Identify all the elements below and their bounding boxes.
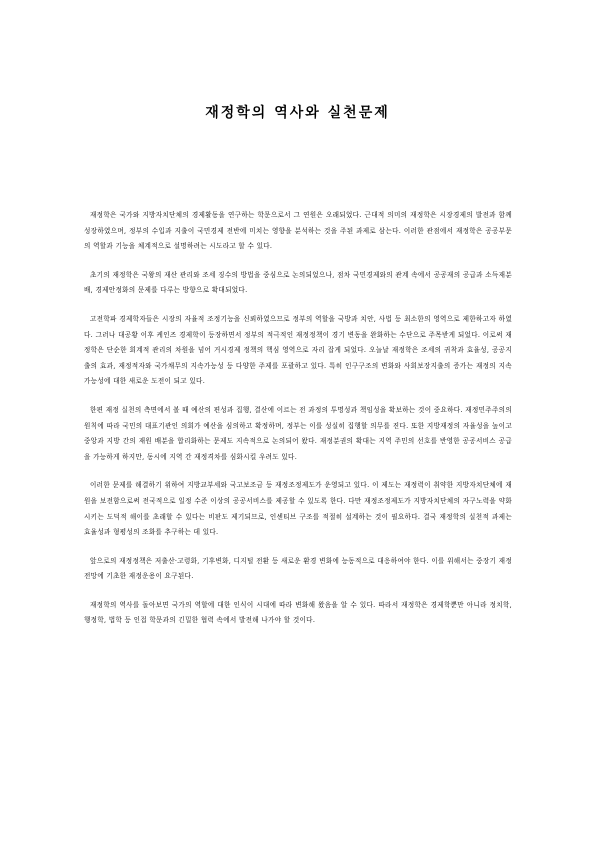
paragraph: 재정학의 역사를 돌아보면 국가의 역할에 대한 인식이 시대에 따라 변화해 왔음을 알 수 있다. 따라서 재정학은 경제학뿐만 아니라 정치학, 행정학, 법학 등 인접 학문과의 긴밀한 협력 속에서 발전해 나가야 할 것이다. bbox=[84, 600, 512, 625]
paragraph: 초기의 재정학은 국왕의 재산 관리와 조세 징수의 방법을 중심으로 논의되었으나, 점차 국민경제와의 관계 속에서 공공재의 공급과 소득재분배, 경제안정화의 문제를 다루는 방향으로 확대되었다. bbox=[84, 270, 512, 295]
paragraph: 앞으로의 재정정책은 저출산·고령화, 기후변화, 디지털 전환 등 새로운 환경 변화에 능동적으로 대응하여야 한다. 이를 위해서는 중장기 재정전망에 기초한 재정운용이 요구된다. bbox=[84, 556, 512, 581]
paragraph: 재정학은 국가와 지방자치단체의 경제활동을 연구하는 학문으로서 그 연원은 오래되었다. 근대적 의미의 재정학은 시장경제의 발전과 함께 성장하였으며, 정부의 수입과 지출이 국민경제 전반에 미치는 영향을 분석하는 것을 주된 과제로 삼는다. 이러한 관점에서 재정학은 공공부문의 역할과 기능을 체계적으로 설명하려는 시도라고 할 수 있다. bbox=[84, 211, 512, 251]
document-title: 재정학의 역사와 실천문제 bbox=[205, 105, 390, 121]
paragraph: 이러한 문제를 해결하기 위하여 지방교부세와 국고보조금 등 재정조정제도가 운영되고 있다. 이 제도는 재정력이 취약한 지방자치단체에 재원을 보전함으로써 전국적으로 일정 수준 이상의 공공서비스를 제공할 수 있도록 한다. 다만 재정조정제도가 지방자치단체의 자구노력을 약화시키는 도덕적 해이를 초래할 수 있다는 비판도 제기되므로, 인센티브 구조를 적절히 설계하는 것이 필요하다. 결국 재정학의 실천적 과제는 효율성과 형평성의 조화를 추구하는 데 있다. bbox=[84, 481, 512, 537]
document-body bbox=[84, 208, 512, 642]
paragraph: 한편 재정 실천의 측면에서 볼 때 예산의 편성과 집행, 결산에 이르는 전 과정의 투명성과 책임성을 확보하는 것이 중요하다. 재정민주주의의 원칙에 따라 국민의 대표기관인 의회가 예산을 심의하고 확정하며, 정부는 이를 성실히 집행할 의무를 진다. 또한 지방재정의 자율성을 높이고 중앙과 지방 간의 재원 배분을 합리화하는 문제도 지속적으로 논의되어 왔다. 재정분권의 확대는 지역 주민의 선호를 반영한 공공서비스 공급을 가능하게 하지만, 동시에 지역 간 재정격차를 심화시킬 우려도 있다. bbox=[84, 405, 512, 461]
paragraph: 고전학파 경제학자들은 시장의 자율적 조정기능을 신뢰하였으므로 정부의 역할을 국방과 치안, 사법 등 최소한의 영역으로 제한하고자 하였다. 그러나 대공황 이후 케인즈 경제학이 등장하면서 정부의 적극적인 재정정책이 경기 변동을 완화하는 수단으로 주목받게 되었다. 이로써 재정학은 단순한 회계적 관리의 차원을 넘어 거시경제 정책의 핵심 영역으로 자리 잡게 되었다. 오늘날 재정학은 조세의 귀착과 효율성, 공공지출의 효과, 재정적자와 국가채무의 지속가능성 등 다양한 주제를 포괄하고 있다. 특히 인구구조의 변화와 사회보장지출의 증가는 재정의 지속가능성에 대한 새로운 도전이 되고 있다. bbox=[84, 314, 512, 386]
